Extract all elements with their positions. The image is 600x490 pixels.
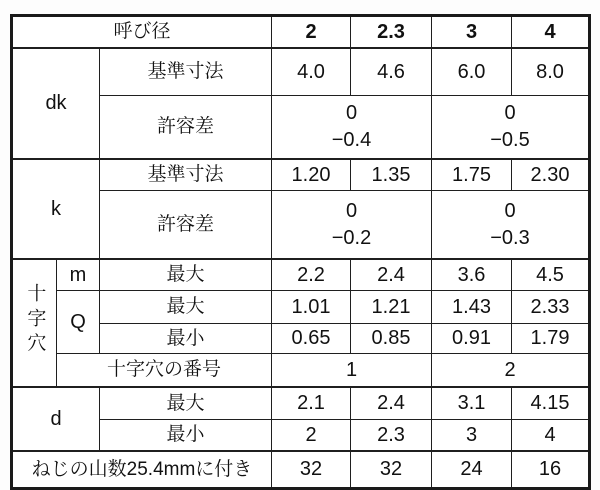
tolerance-upper: 0	[345, 199, 358, 222]
recess-q-min-value: 0.85	[351, 324, 432, 354]
tolerance-lower: −0.5	[490, 129, 530, 151]
dk-basic-value: 8.0	[512, 48, 590, 96]
recess-m-label: m	[57, 259, 100, 291]
k-basic-value: 1.75	[432, 159, 512, 191]
tolerance-lower: −0.2	[331, 226, 372, 249]
dk-tolerance-large	[432, 96, 590, 160]
k-basic-value: 2.30	[512, 159, 590, 191]
cross-recess-vertical-text: 十字穴	[24, 282, 46, 358]
tolerance-upper: 0	[504, 102, 516, 124]
tolerance-lower: −0.4	[331, 129, 372, 151]
k-tolerance-label: 許容差	[100, 191, 272, 260]
header-nominal-diameter-label: 呼び径	[12, 16, 272, 49]
recess-q-min-value: 0.65	[272, 324, 351, 354]
recess-q-max-label: 最大	[100, 291, 272, 324]
dk-tolerance-small	[272, 96, 432, 160]
section-label-dk: dk	[12, 48, 100, 159]
recess-m-value: 2.4	[351, 259, 432, 291]
recess-number-large: 2	[432, 354, 590, 388]
d-min-label: 最小	[100, 420, 272, 452]
recess-q-label: Q	[57, 291, 100, 354]
tolerance-lower: −0.3	[490, 226, 530, 249]
d-max-value: 3.1	[432, 387, 512, 420]
recess-q-max-value: 1.43	[432, 291, 512, 324]
k-basic-dimension-label: 基準寸法	[100, 159, 272, 191]
threads-value: 24	[432, 451, 512, 489]
recess-m-value: 4.5	[512, 259, 590, 291]
d-max-value: 4.15	[512, 387, 590, 420]
header-size-3: 3	[432, 16, 512, 49]
k-tolerance-small	[272, 191, 432, 260]
d-max-value: 2.1	[272, 387, 351, 420]
header-size-2: 2	[272, 16, 351, 49]
dk-basic-dimension-label: 基準寸法	[100, 48, 272, 96]
recess-q-max-value: 2.33	[512, 291, 590, 324]
tolerance-upper: 0	[345, 102, 358, 124]
k-tolerance-large	[432, 191, 590, 260]
threads-value: 32	[272, 451, 351, 489]
k-basic-value: 1.35	[351, 159, 432, 191]
d-max-label: 最大	[100, 387, 272, 420]
tolerance-upper: 0	[504, 199, 516, 222]
recess-m-value: 2.2	[272, 259, 351, 291]
dk-basic-value: 6.0	[432, 48, 512, 96]
section-label-k: k	[12, 159, 100, 259]
header-size-2-3: 2.3	[351, 16, 432, 49]
header-size-4: 4	[512, 16, 590, 49]
screw-spec-table	[10, 14, 591, 490]
recess-m-value: 3.6	[432, 259, 512, 291]
threads-value: 16	[512, 451, 590, 489]
threads-value: 32	[351, 451, 432, 489]
recess-q-min-value: 0.91	[432, 324, 512, 354]
section-label-d: d	[12, 387, 100, 451]
section-label-cross-recess	[12, 259, 57, 387]
d-max-value: 2.4	[351, 387, 432, 420]
dk-basic-value: 4.6	[351, 48, 432, 96]
dk-basic-value: 4.0	[272, 48, 351, 96]
recess-m-max-label: 最大	[100, 259, 272, 291]
recess-number-small: 1	[272, 354, 432, 388]
d-min-value: 2	[272, 420, 351, 452]
k-basic-value: 1.20	[272, 159, 351, 191]
recess-q-max-value: 1.21	[351, 291, 432, 324]
threads-per-inch-label: ねじの山数25.4mmに付き	[12, 451, 272, 489]
d-min-value: 2.3	[351, 420, 432, 452]
recess-q-max-value: 1.01	[272, 291, 351, 324]
d-min-value: 4	[512, 420, 590, 452]
d-min-value: 3	[432, 420, 512, 452]
recess-q-min-label: 最小	[100, 324, 272, 354]
recess-number-label: 十字穴の番号	[57, 354, 272, 388]
recess-q-min-value: 1.79	[512, 324, 590, 354]
dk-tolerance-label: 許容差	[100, 96, 272, 160]
